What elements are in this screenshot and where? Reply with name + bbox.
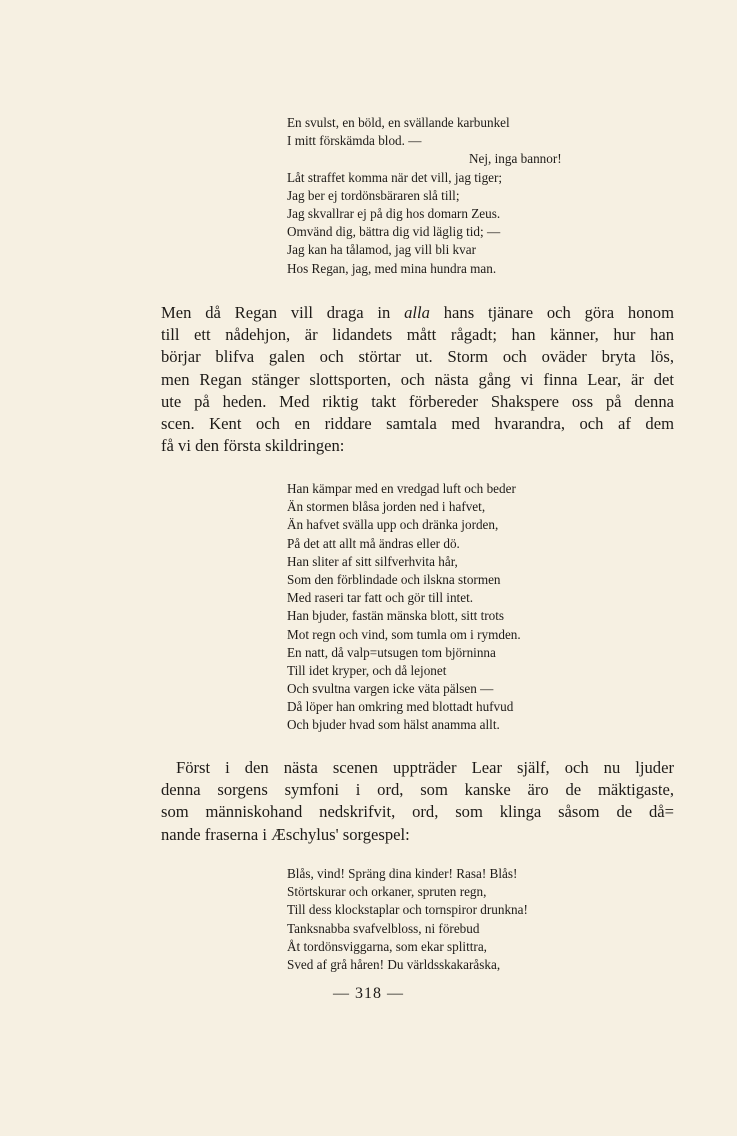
verse-line: Till dess klockstaplar och tornspiror drunkna!	[287, 902, 528, 918]
verse-line: Med raseri tar fatt och gör till intet.	[287, 590, 474, 606]
page-number: — 318 —	[333, 985, 404, 1002]
verse-line: Hos Regan, jag, med mina hundra man.	[287, 260, 497, 276]
prose-line	[161, 302, 674, 324]
prose-line: nande fraserna i Æschylus' sorgespel:	[161, 824, 410, 844]
verse-line: Till idet kryper, och då lejonet	[287, 662, 447, 678]
verse-line: Jag skvallrar ej på dig hos domarn Zeus.	[287, 205, 501, 221]
verse-line: Mot regn och vind, som tumla om i rymden.	[287, 626, 521, 642]
verse-line: Han sliter af sitt silfverhvita hår,	[287, 553, 458, 569]
verse-quote-3	[287, 865, 528, 974]
prose-paragraph-2	[161, 757, 674, 846]
prose-line: som människohand nedskrifvit, ord, som klinga såsom de då=	[161, 802, 674, 822]
verse-line: En natt, då valp=utsugen tom björninna	[287, 644, 496, 660]
prose-text: hans tjänare och göra honom	[429, 303, 674, 322]
prose-line: denna sorgens symfoni i ord, som kanske äro de mäktigaste,	[161, 780, 674, 800]
verse-line: Störtskurar och orkaner, spruten regn,	[287, 884, 487, 900]
prose-line: till ett nådehjon, är lidandets mått rågadt; han känner, hur han	[161, 325, 674, 345]
verse-quote-1	[287, 114, 562, 278]
verse-line: Och bjuder hvad som hälst anamma allt.	[287, 717, 500, 733]
verse-line: Han bjuder, fastän mänska blott, sitt trots	[287, 608, 505, 624]
verse-quote-2	[287, 480, 521, 735]
verse-line: På det att allt må ändras eller dö.	[287, 535, 460, 551]
verse-line: Omvänd dig, bättra dig vid läglig tid; —	[287, 224, 501, 240]
verse-line: Tanksnabba svafvelbloss, ni förebud	[287, 920, 480, 936]
verse-line: Som den förblindade och ilskna stormen	[287, 571, 501, 587]
prose-text: Men då Regan vill draga in	[161, 303, 405, 322]
prose-line: få vi den första skildringen:	[161, 436, 345, 456]
verse-line: Jag kan ha tålamod, jag vill bli kvar	[287, 242, 476, 258]
prose-line: ute på heden. Med riktig takt förbereder Shakspere oss på denna	[161, 391, 674, 411]
verse-line: Jag ber ej tordönsbäraren slå till;	[287, 187, 460, 203]
verse-line: Än hafvet svälla upp och dränka jorden,	[287, 517, 499, 533]
verse-line: I mitt förskämda blod. —	[287, 133, 422, 149]
verse-line: Sved af grå håren! Du världsskakaråska,	[287, 956, 501, 972]
verse-line: Nej, inga bannor!	[469, 151, 562, 167]
prose-line: börjar blifva galen och störtar ut. Storm och oväder bryta lös,	[161, 347, 674, 367]
emphasis-text: alla	[404, 303, 430, 322]
prose-line: scen. Kent och en riddare samtala med hvarandra, och af dem	[161, 413, 674, 433]
verse-line: Åt tordönsviggarna, som ekar splittra,	[287, 938, 487, 954]
verse-line: Låt straffet komma när det vill, jag tiger;	[287, 169, 503, 185]
prose-line: Först i den nästa scenen uppträder Lear själf, och nu ljuder	[176, 758, 674, 777]
verse-line: Blås, vind! Spräng dina kinder! Rasa! Blås!	[287, 866, 518, 881]
verse-line: Han kämpar med en vredgad luft och beder	[287, 481, 516, 496]
verse-line: Då löper han omkring med blottadt hufvud	[287, 699, 514, 715]
verse-line: En svulst, en böld, en svällande karbunkel	[287, 115, 510, 130]
prose-paragraph-1	[161, 302, 674, 457]
verse-line: Än stormen blåsa jorden ned i hafvet,	[287, 499, 486, 515]
prose-line: men Regan stänger slottsporten, och nästa gång vi finna Lear, är det	[161, 369, 674, 389]
verse-line: Och svultna vargen icke väta pälsen —	[287, 681, 494, 697]
